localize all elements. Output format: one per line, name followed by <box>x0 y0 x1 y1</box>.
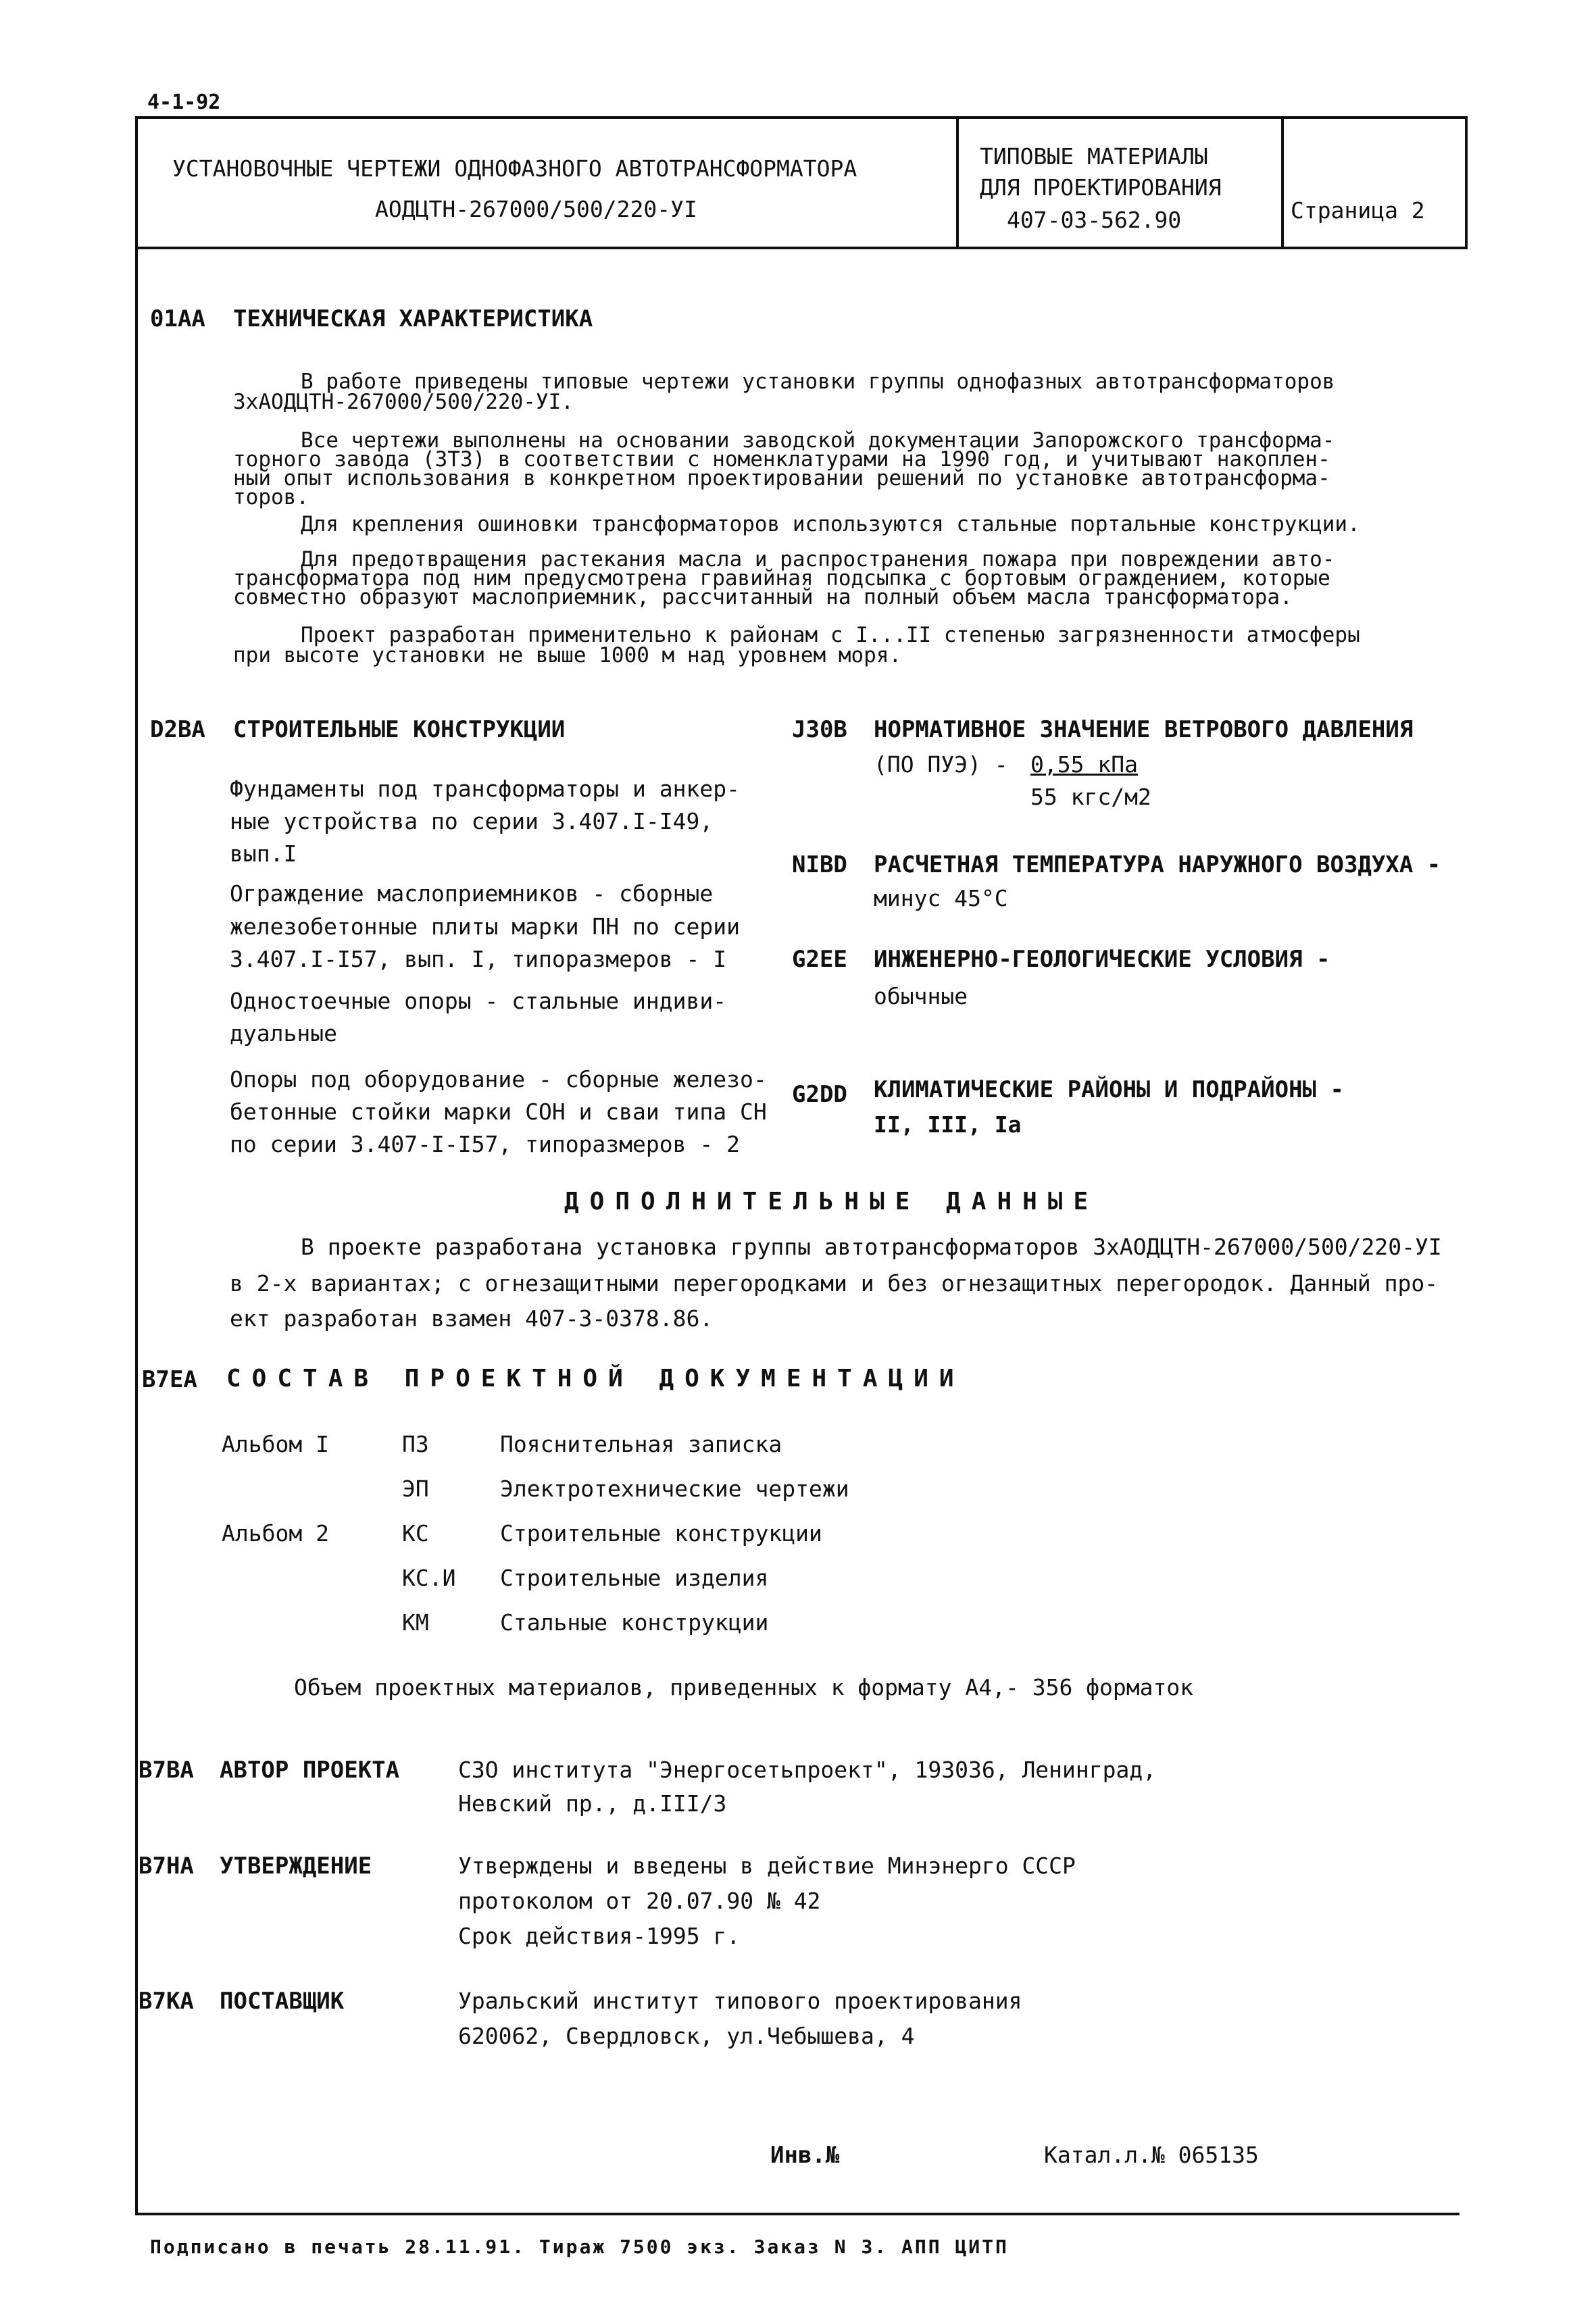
supplier-code: В7КА <box>139 1988 194 2015</box>
frame-header-bottom <box>135 247 1468 249</box>
tech-p4-l2: трансформатора под ним предусмотрена гравийная подсыпка с бортовым ограждением, которые <box>233 566 1330 590</box>
tech-heading: ТЕХНИЧЕСКАЯ ХАРАКТЕРИСТИКА <box>233 305 593 332</box>
page-number-label: Страница 2 <box>1291 197 1425 224</box>
approval-line3: Срок действия-1995 г. <box>458 1923 741 1949</box>
construct-item1-l1: Фундаменты под трансформаторы и анкер- <box>230 776 740 802</box>
composition-name-km: Стальные конструкции <box>500 1609 769 1636</box>
header-series-number: 407-03-562.90 <box>1007 207 1182 233</box>
wind-heading-l1: НОРМАТИВНОЕ ЗНАЧЕНИЕ ВЕТРОВОГО ДАВЛЕНИЯ <box>874 716 1414 743</box>
temp-heading: РАСЧЕТНАЯ ТЕМПЕРАТУРА НАРУЖНОГО ВОЗДУХА - <box>874 851 1441 878</box>
tech-code: 01АА <box>150 305 205 332</box>
composition-abbr-ep: ЭП <box>402 1476 429 1502</box>
author-line2: Невский пр., д.III/3 <box>458 1790 727 1817</box>
approval-line2: протоколом от 20.07.90 № 42 <box>458 1888 821 1914</box>
composition-heading: СОСТАВ ПРОЕКТНОЙ ДОКУМЕНТАЦИИ <box>226 1365 965 1392</box>
tech-p2-l1: Все чертежи выполнены на основании заводской документации Запорожского трансформа- <box>301 428 1335 453</box>
wind-value-kpa: 0,55 кПа <box>1030 751 1138 778</box>
composition-name-ksi: Строительные изделия <box>500 1565 769 1591</box>
frame-divider-2 <box>1281 116 1284 248</box>
extra-line3: ект разработан взамен 407-3-0378.86. <box>230 1305 714 1332</box>
geo-heading: ИНЖЕНЕРНО-ГЕОЛОГИЧЕСКИЕ УСЛОВИЯ - <box>874 946 1330 973</box>
supplier-label: ПОСТАВЩИК <box>220 1988 345 2015</box>
tech-p1-l2: 3хАОДЦТН-267000/500/220-УI. <box>233 390 574 414</box>
composition-name-pz: Пояснительная записка <box>500 1431 782 1457</box>
approval-label: УТВЕРЖДЕНИЕ <box>220 1853 372 1880</box>
composition-abbr-ksi: КС.И <box>402 1565 456 1591</box>
construct-item2-l2: железобетонные плиты марки ПН по серии <box>230 913 740 940</box>
composition-abbr-ks: КС <box>402 1520 429 1546</box>
construct-item3-l1: Одностоечные опоры - стальные индиви- <box>230 988 727 1014</box>
construct-item1-l3: вып.I <box>230 840 297 867</box>
climate-code: G2DD <box>792 1081 847 1108</box>
tech-p3-l1: Для крепления ошиновки трансформаторов используются стальные портальные конструкции. <box>301 512 1360 536</box>
author-code: В7ВА <box>139 1757 194 1784</box>
geo-value: обычные <box>874 983 968 1009</box>
construct-item4-l2: бетонные стойки марки СОН и сваи типа СН <box>230 1099 767 1125</box>
construct-item2-l3: 3.407.I-I57, вып. I, типоразмеров - I <box>230 946 727 972</box>
tech-p4-l1: Для предотвращения растекания масла и распространения пожара при повреждении авто- <box>301 547 1335 572</box>
header-title-line1: УСТАНОВОЧНЫЕ ЧЕРТЕЖИ ОДНОФАЗНОГО АВТОТРАНСФОРМАТОРА <box>172 155 857 182</box>
tech-p2-l2: торного завода (ЗТЗ) в соответствии с номенклатурами на 1990 год, и учитывают накоплен- <box>233 447 1330 472</box>
frame-divider-1 <box>956 116 959 248</box>
supplier-line2: 620062, Свердловск, ул.Чебышева, 4 <box>458 2023 915 2049</box>
construct-item4-l1: Опоры под оборудование - сборные железо- <box>230 1066 767 1092</box>
tech-p2-l3: ный опыт использования в конкретном проектировании решений по установке автотрансформа- <box>233 466 1330 491</box>
construct-item3-l2: дуальные <box>230 1020 337 1047</box>
extra-heading: ДОПОЛНИТЕЛЬНЫЕ ДАННЫЕ <box>564 1188 1099 1215</box>
temp-value: минус 45°С <box>874 885 1008 911</box>
header-series-line1: ТИПОВЫЕ МАТЕРИАЛЫ <box>980 143 1208 170</box>
frame-top <box>135 116 1468 119</box>
approval-code: В7НА <box>139 1853 194 1880</box>
wind-code: J30В <box>792 716 847 743</box>
footer-print-info: Подписано в печать 28.11.91. Тираж 7500 экз. Заказ N 3. АПП ЦИТП <box>150 2236 1009 2258</box>
author-label: АВТОР ПРОЕКТА <box>220 1757 400 1784</box>
composition-album-2: Альбом 2 <box>222 1520 329 1546</box>
sheet-reference: 4-1-92 <box>147 91 221 114</box>
construct-code: D2ВА <box>150 716 205 743</box>
composition-code: В7ЕА <box>142 1366 197 1393</box>
composition-album-1: Альбом I <box>222 1431 329 1457</box>
header-series-line2: ДЛЯ ПРОЕКТИРОВАНИЯ <box>980 174 1222 201</box>
composition-name-ep: Электротехнические чертежи <box>500 1476 849 1502</box>
footer-inventory: Инв.№ <box>770 2142 840 2169</box>
composition-volume: Объем проектных материалов, приведенных к формату А4,- 356 форматок <box>294 1674 1194 1701</box>
tech-p4-l3: совместно образуют маслоприемник, рассчитанный на полный объем масла трансформатора. <box>233 585 1293 609</box>
construct-item1-l2: ные устройства по серии 3.407.I-I49, <box>230 808 714 834</box>
header-title-line2: АОДЦТН-267000/500/220-УI <box>375 196 697 222</box>
extra-line1: В проекте разработана установка группы автотрансформаторов 3хАОДЦТН-267000/500/220-УI <box>301 1234 1442 1260</box>
supplier-line1: Уральский институт типового проектирования <box>458 1988 1022 2014</box>
construct-heading: СТРОИТЕЛЬНЫЕ КОНСТРУКЦИИ <box>233 716 566 743</box>
wind-heading-l2: (ПО ПУЭ) - <box>874 751 1008 778</box>
composition-abbr-km: КМ <box>402 1609 429 1636</box>
temp-code: NIВD <box>792 851 847 878</box>
tech-p5-l2: при высоте установки не выше 1000 м над уровнем моря. <box>233 643 902 668</box>
composition-name-ks: Строительные конструкции <box>500 1520 822 1546</box>
footer-catalog: Катал.л.№ 065135 <box>1044 2142 1259 2168</box>
composition-abbr-pz: ПЗ <box>402 1431 429 1457</box>
climate-heading: КЛИМАТИЧЕСКИЕ РАЙОНЫ И ПОДРАЙОНЫ - <box>874 1076 1344 1103</box>
frame-left <box>135 116 138 2214</box>
tech-p1-l1: В работе приведены типовые чертежи установки группы однофазных автотрансформаторов <box>301 370 1335 394</box>
construct-item4-l3: по серии 3.407-I-I57, типоразмеров - 2 <box>230 1131 740 1157</box>
tech-p5-l1: Проект разработан применительно к районам с I...II степенью загрязненности атмосферы <box>301 623 1360 647</box>
approval-line1: Утверждены и введены в действие Минэнерго СССР <box>458 1853 1076 1879</box>
extra-line2: в 2-х вариантах; с огнезащитными перегородками и без огнезащитных перегородок. Данный про- <box>230 1270 1439 1297</box>
author-line1: СЗО института "Энергосетьпроект", 193036, Ленинград, <box>458 1757 1157 1783</box>
geo-code: G2ЕЕ <box>792 946 847 973</box>
frame-bottom <box>135 2213 1460 2215</box>
climate-value: II, III, Iа <box>874 1111 1022 1138</box>
construct-item2-l1: Ограждение маслоприемников - сборные <box>230 880 714 907</box>
wind-value-kgs: 55 кгс/м2 <box>1030 784 1151 810</box>
frame-right <box>1465 116 1468 248</box>
tech-p2-l4: торов. <box>233 485 309 509</box>
